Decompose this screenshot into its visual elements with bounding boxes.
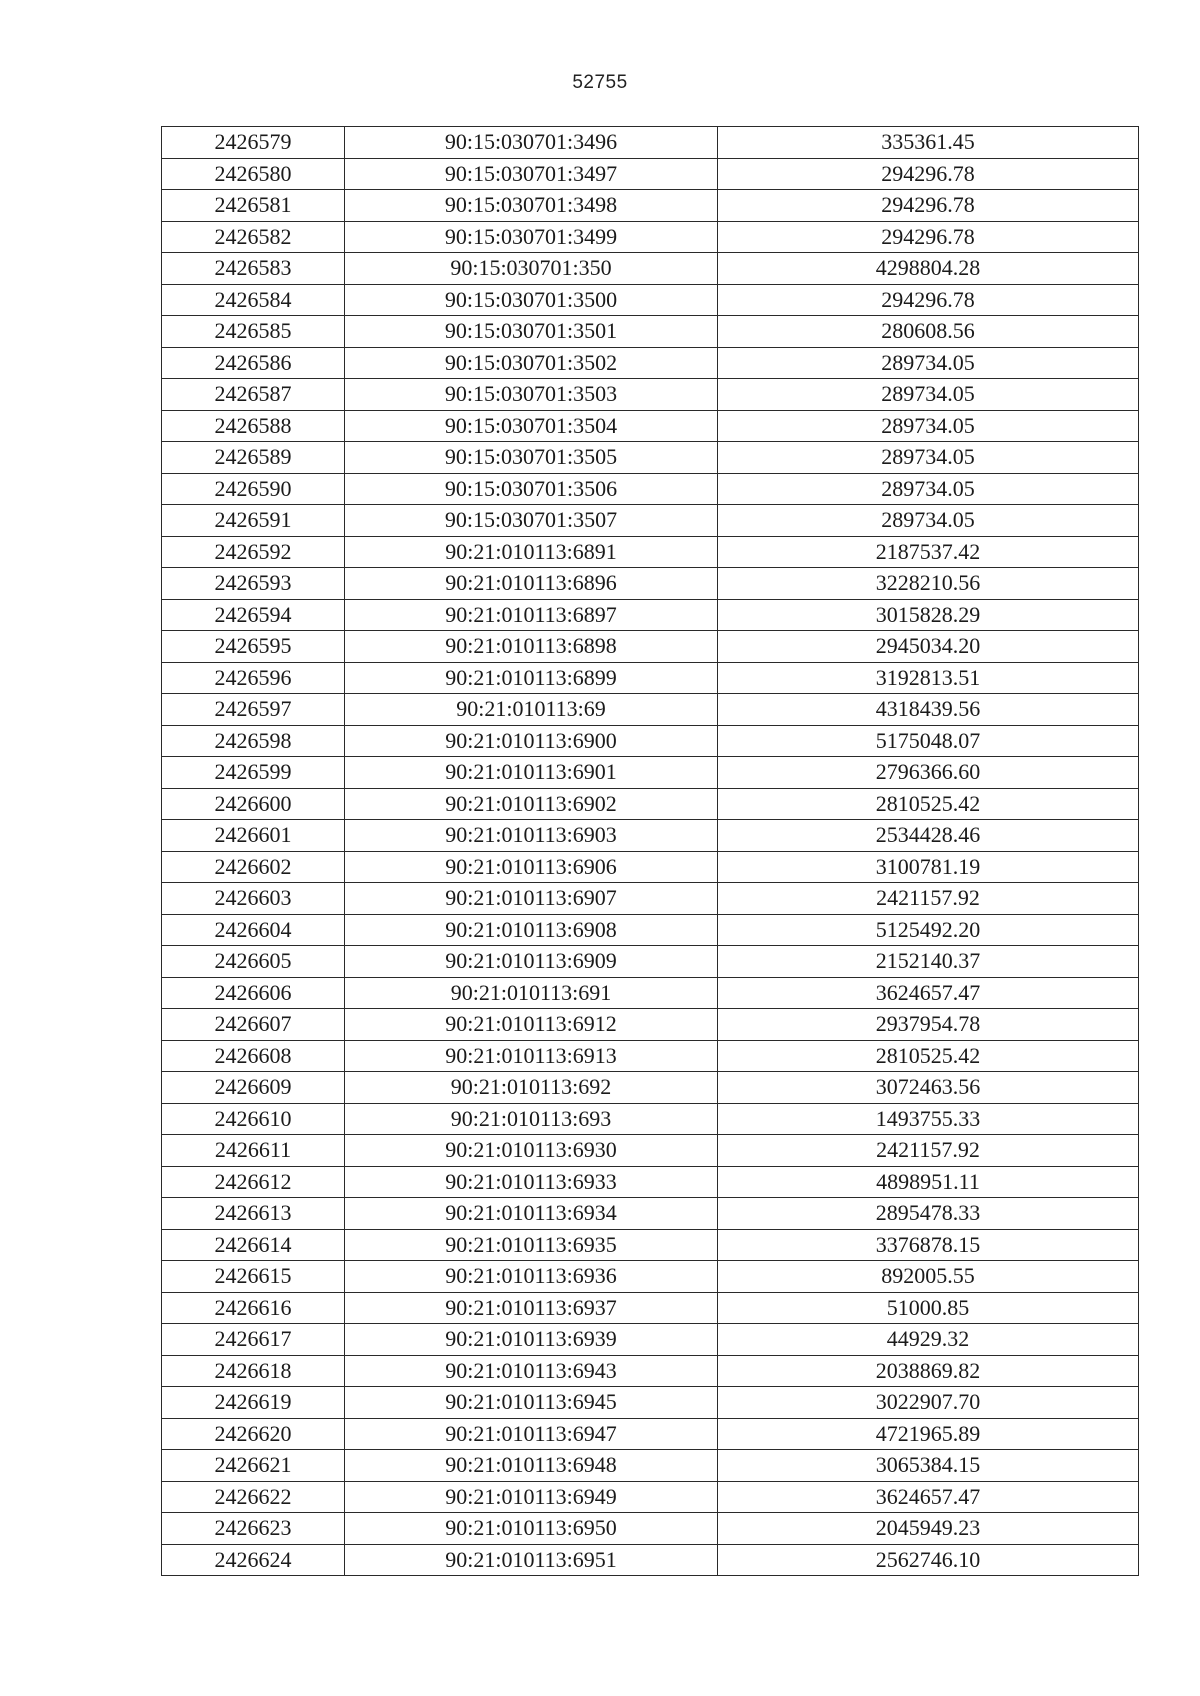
table-row	[162, 1544, 1139, 1576]
table-row	[162, 221, 1139, 253]
table-row	[162, 536, 1139, 568]
record-number-cell: 2426608	[162, 1040, 345, 1072]
record-number-cell: 2426605	[162, 946, 345, 978]
table-row	[162, 1418, 1139, 1450]
cadastral-value-cell: 289734.05	[718, 347, 1139, 379]
record-number-cell: 2426604	[162, 914, 345, 946]
table-row	[162, 1166, 1139, 1198]
cadastral-number-cell: 90:15:030701:3502	[345, 347, 718, 379]
registry-table-body	[162, 127, 1139, 1576]
record-number-cell: 2426599	[162, 757, 345, 789]
cadastral-number-cell: 90:21:010113:6950	[345, 1513, 718, 1545]
table-row	[162, 1513, 1139, 1545]
record-number-cell: 2426610	[162, 1103, 345, 1135]
record-number-cell: 2426586	[162, 347, 345, 379]
table-row	[162, 662, 1139, 694]
record-number-cell: 2426615	[162, 1261, 345, 1293]
cadastral-value-cell: 289734.05	[718, 473, 1139, 505]
record-number-cell: 2426622	[162, 1481, 345, 1513]
cadastral-value-cell: 2895478.33	[718, 1198, 1139, 1230]
cadastral-value-cell: 289734.05	[718, 505, 1139, 537]
cadastral-number-cell: 90:21:010113:6897	[345, 599, 718, 631]
cadastral-value-cell: 2187537.42	[718, 536, 1139, 568]
cadastral-value-cell: 2937954.78	[718, 1009, 1139, 1041]
table-row	[162, 127, 1139, 159]
cadastral-number-cell: 90:21:010113:6899	[345, 662, 718, 694]
record-number-cell: 2426583	[162, 253, 345, 285]
table-row	[162, 505, 1139, 537]
cadastral-number-cell: 90:21:010113:693	[345, 1103, 718, 1135]
table-row	[162, 316, 1139, 348]
record-number-cell: 2426619	[162, 1387, 345, 1419]
table-row	[162, 851, 1139, 883]
record-number-cell: 2426614	[162, 1229, 345, 1261]
cadastral-value-cell: 44929.32	[718, 1324, 1139, 1356]
cadastral-value-cell: 3624657.47	[718, 977, 1139, 1009]
cadastral-value-cell: 2562746.10	[718, 1544, 1139, 1576]
table-row	[162, 820, 1139, 852]
record-number-cell: 2426603	[162, 883, 345, 915]
table-row	[162, 1481, 1139, 1513]
cadastral-number-cell: 90:21:010113:6891	[345, 536, 718, 568]
record-number-cell: 2426611	[162, 1135, 345, 1167]
cadastral-value-cell: 289734.05	[718, 410, 1139, 442]
record-number-cell: 2426624	[162, 1544, 345, 1576]
record-number-cell: 2426606	[162, 977, 345, 1009]
cadastral-number-cell: 90:15:030701:3500	[345, 284, 718, 316]
cadastral-value-cell: 5175048.07	[718, 725, 1139, 757]
cadastral-number-cell: 90:21:010113:6908	[345, 914, 718, 946]
cadastral-number-cell: 90:21:010113:692	[345, 1072, 718, 1104]
cadastral-number-cell: 90:21:010113:6898	[345, 631, 718, 663]
cadastral-number-cell: 90:15:030701:3506	[345, 473, 718, 505]
cadastral-number-cell: 90:21:010113:6943	[345, 1355, 718, 1387]
cadastral-value-cell: 3022907.70	[718, 1387, 1139, 1419]
record-number-cell: 2426589	[162, 442, 345, 474]
table-row	[162, 1324, 1139, 1356]
table-row	[162, 788, 1139, 820]
record-number-cell: 2426580	[162, 158, 345, 190]
record-number-cell: 2426593	[162, 568, 345, 600]
cadastral-value-cell: 4721965.89	[718, 1418, 1139, 1450]
record-number-cell: 2426581	[162, 190, 345, 222]
cadastral-value-cell: 2796366.60	[718, 757, 1139, 789]
record-number-cell: 2426594	[162, 599, 345, 631]
cadastral-number-cell: 90:15:030701:3496	[345, 127, 718, 159]
record-number-cell: 2426618	[162, 1355, 345, 1387]
table-row	[162, 253, 1139, 285]
record-number-cell: 2426620	[162, 1418, 345, 1450]
table-row	[162, 914, 1139, 946]
cadastral-number-cell: 90:15:030701:3499	[345, 221, 718, 253]
record-number-cell: 2426616	[162, 1292, 345, 1324]
cadastral-value-cell: 3015828.29	[718, 599, 1139, 631]
cadastral-number-cell: 90:21:010113:6896	[345, 568, 718, 600]
page-number: 52755	[572, 72, 628, 93]
cadastral-value-cell: 2810525.42	[718, 1040, 1139, 1072]
table-row	[162, 725, 1139, 757]
cadastral-number-cell: 90:21:010113:6949	[345, 1481, 718, 1513]
cadastral-value-cell: 289734.05	[718, 379, 1139, 411]
table-row	[162, 883, 1139, 915]
cadastral-number-cell: 90:15:030701:350	[345, 253, 718, 285]
cadastral-value-cell: 294296.78	[718, 158, 1139, 190]
cadastral-value-cell: 4898951.11	[718, 1166, 1139, 1198]
cadastral-number-cell: 90:21:010113:6907	[345, 883, 718, 915]
cadastral-value-cell: 3065384.15	[718, 1450, 1139, 1482]
record-number-cell: 2426623	[162, 1513, 345, 1545]
cadastral-value-cell: 3100781.19	[718, 851, 1139, 883]
cadastral-value-cell: 3228210.56	[718, 568, 1139, 600]
cadastral-value-cell: 51000.85	[718, 1292, 1139, 1324]
cadastral-value-cell: 3624657.47	[718, 1481, 1139, 1513]
cadastral-value-cell: 335361.45	[718, 127, 1139, 159]
registry-table	[161, 126, 1139, 1576]
cadastral-number-cell: 90:21:010113:6934	[345, 1198, 718, 1230]
record-number-cell: 2426585	[162, 316, 345, 348]
cadastral-number-cell: 90:21:010113:6951	[345, 1544, 718, 1576]
record-number-cell: 2426612	[162, 1166, 345, 1198]
record-number-cell: 2426617	[162, 1324, 345, 1356]
table-row	[162, 631, 1139, 663]
cadastral-value-cell: 294296.78	[718, 221, 1139, 253]
table-row	[162, 568, 1139, 600]
table-row	[162, 977, 1139, 1009]
cadastral-value-cell: 3376878.15	[718, 1229, 1139, 1261]
table-row	[162, 1355, 1139, 1387]
table-row	[162, 757, 1139, 789]
cadastral-number-cell: 90:21:010113:6948	[345, 1450, 718, 1482]
table-row	[162, 410, 1139, 442]
record-number-cell: 2426602	[162, 851, 345, 883]
record-number-cell: 2426590	[162, 473, 345, 505]
cadastral-value-cell: 294296.78	[718, 284, 1139, 316]
cadastral-number-cell: 90:21:010113:6937	[345, 1292, 718, 1324]
cadastral-value-cell: 4318439.56	[718, 694, 1139, 726]
cadastral-number-cell: 90:21:010113:6902	[345, 788, 718, 820]
cadastral-value-cell: 3192813.51	[718, 662, 1139, 694]
cadastral-number-cell: 90:21:010113:6912	[345, 1009, 718, 1041]
table-row	[162, 1387, 1139, 1419]
record-number-cell: 2426582	[162, 221, 345, 253]
record-number-cell: 2426588	[162, 410, 345, 442]
cadastral-value-cell: 2810525.42	[718, 788, 1139, 820]
cadastral-number-cell: 90:21:010113:6906	[345, 851, 718, 883]
cadastral-value-cell: 5125492.20	[718, 914, 1139, 946]
table-row	[162, 190, 1139, 222]
cadastral-number-cell: 90:21:010113:6936	[345, 1261, 718, 1293]
table-row	[162, 379, 1139, 411]
cadastral-number-cell: 90:15:030701:3498	[345, 190, 718, 222]
cadastral-number-cell: 90:21:010113:6947	[345, 1418, 718, 1450]
table-row	[162, 442, 1139, 474]
table-row	[162, 347, 1139, 379]
cadastral-number-cell: 90:21:010113:6900	[345, 725, 718, 757]
cadastral-value-cell: 4298804.28	[718, 253, 1139, 285]
cadastral-number-cell: 90:15:030701:3505	[345, 442, 718, 474]
table-row	[162, 1261, 1139, 1293]
table-row	[162, 158, 1139, 190]
cadastral-number-cell: 90:21:010113:6933	[345, 1166, 718, 1198]
record-number-cell: 2426598	[162, 725, 345, 757]
cadastral-value-cell: 3072463.56	[718, 1072, 1139, 1104]
record-number-cell: 2426579	[162, 127, 345, 159]
table-row	[162, 1135, 1139, 1167]
cadastral-value-cell: 2045949.23	[718, 1513, 1139, 1545]
cadastral-number-cell: 90:21:010113:6913	[345, 1040, 718, 1072]
table-row	[162, 946, 1139, 978]
record-number-cell: 2426621	[162, 1450, 345, 1482]
cadastral-value-cell: 2421157.92	[718, 883, 1139, 915]
record-number-cell: 2426601	[162, 820, 345, 852]
cadastral-value-cell: 2152140.37	[718, 946, 1139, 978]
cadastral-number-cell: 90:21:010113:6935	[345, 1229, 718, 1261]
cadastral-number-cell: 90:15:030701:3504	[345, 410, 718, 442]
cadastral-value-cell: 2534428.46	[718, 820, 1139, 852]
record-number-cell: 2426607	[162, 1009, 345, 1041]
cadastral-number-cell: 90:21:010113:6903	[345, 820, 718, 852]
table-row	[162, 1040, 1139, 1072]
table-row	[162, 1198, 1139, 1230]
cadastral-number-cell: 90:21:010113:6909	[345, 946, 718, 978]
cadastral-number-cell: 90:21:010113:6901	[345, 757, 718, 789]
cadastral-number-cell: 90:21:010113:6930	[345, 1135, 718, 1167]
cadastral-value-cell: 289734.05	[718, 442, 1139, 474]
cadastral-value-cell: 280608.56	[718, 316, 1139, 348]
cadastral-value-cell: 2038869.82	[718, 1355, 1139, 1387]
cadastral-value-cell: 294296.78	[718, 190, 1139, 222]
table-row	[162, 1072, 1139, 1104]
table-row	[162, 1292, 1139, 1324]
table-row	[162, 1009, 1139, 1041]
record-number-cell: 2426600	[162, 788, 345, 820]
record-number-cell: 2426609	[162, 1072, 345, 1104]
cadastral-number-cell: 90:21:010113:69	[345, 694, 718, 726]
table-row	[162, 473, 1139, 505]
cadastral-number-cell: 90:15:030701:3501	[345, 316, 718, 348]
table-row	[162, 1103, 1139, 1135]
cadastral-value-cell: 892005.55	[718, 1261, 1139, 1293]
cadastral-number-cell: 90:15:030701:3503	[345, 379, 718, 411]
table-row	[162, 1450, 1139, 1482]
cadastral-value-cell: 2421157.92	[718, 1135, 1139, 1167]
record-number-cell: 2426587	[162, 379, 345, 411]
record-number-cell: 2426597	[162, 694, 345, 726]
cadastral-number-cell: 90:21:010113:6939	[345, 1324, 718, 1356]
table-row	[162, 694, 1139, 726]
cadastral-number-cell: 90:21:010113:691	[345, 977, 718, 1009]
cadastral-value-cell: 1493755.33	[718, 1103, 1139, 1135]
record-number-cell: 2426595	[162, 631, 345, 663]
record-number-cell: 2426584	[162, 284, 345, 316]
cadastral-number-cell: 90:15:030701:3497	[345, 158, 718, 190]
cadastral-number-cell: 90:21:010113:6945	[345, 1387, 718, 1419]
cadastral-value-cell: 2945034.20	[718, 631, 1139, 663]
record-number-cell: 2426596	[162, 662, 345, 694]
record-number-cell: 2426592	[162, 536, 345, 568]
table-row	[162, 599, 1139, 631]
table-row	[162, 1229, 1139, 1261]
table-row	[162, 284, 1139, 316]
cadastral-number-cell: 90:15:030701:3507	[345, 505, 718, 537]
record-number-cell: 2426613	[162, 1198, 345, 1230]
record-number-cell: 2426591	[162, 505, 345, 537]
